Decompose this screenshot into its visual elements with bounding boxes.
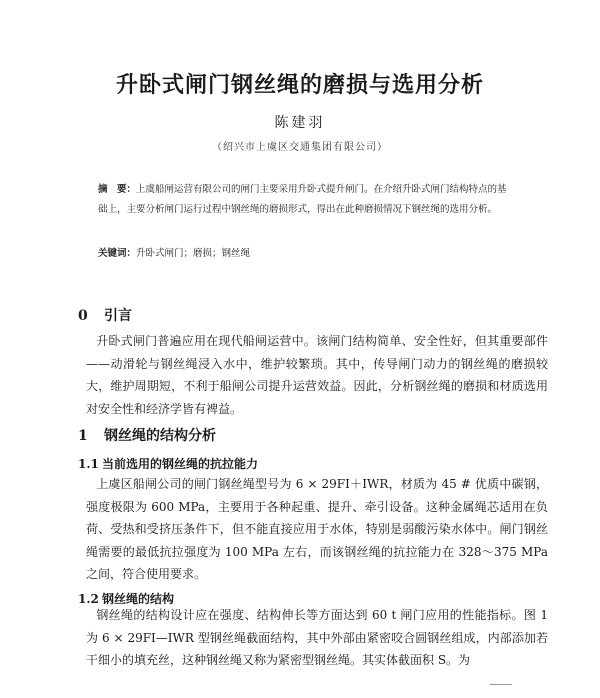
keywords-block bbox=[98, 245, 516, 259]
tensile-paragraph bbox=[86, 473, 548, 586]
abstract-block bbox=[98, 180, 516, 220]
intro-paragraph bbox=[86, 330, 548, 420]
subsection-title: 当前选用的钢丝绳的抗拉能力 bbox=[102, 457, 259, 471]
tensile-text: 上虞区船闸公司的闸门钢丝绳型号为 6 × 29FI＋IWR，材质为 45 # 优质中碳钢，强度极限为 600 MPa，主要用于各种起重、提升、牵引设备。这种金属绳芯适用在负荷、受热和受挤压条件下，但不能直接应用于水体，特别是弱酸污染水体中。闸门钢丝绳需要的最低抗拉强度为 100 MPa 左右，而该钢丝绳的抗拉能力在 328～375 MPa 之间，符合使用要求。 bbox=[86, 477, 548, 581]
keywords-label: 关键词： bbox=[98, 248, 137, 259]
abstract-text: 上虞船闸运营有限公司的闸门主要采用升卧式提升闸门。在介绍升卧式闸门结构特点的基础上，主要分析闸门运行过程中钢丝绳的磨损形式，得出在此种磨损情况下钢丝绳的选用分析。 bbox=[98, 184, 507, 215]
intro-text: 升卧式闸门普遍应用在现代船闸运营中。该闸门结构简单、安全性好，但其重要部件——动滑轮与钢丝绳浸入水中，维护较繁琐。其中，传导闸门动力的钢丝绳的磨损较大，维护周期短，不利于船闸公司提升运营效益。因此，分析钢丝绳的磨损和材质选用对安全性和经济学皆有裨益。 bbox=[86, 334, 548, 416]
keywords-text: 升卧式闸门；磨损；钢丝绳 bbox=[136, 248, 251, 259]
author-name: 陈建羽 bbox=[274, 115, 326, 131]
subsection-heading-1-1 bbox=[78, 455, 258, 472]
section-heading-0 bbox=[78, 305, 132, 325]
paper-title: 升卧式闸门钢丝绳的磨损与选用分析 bbox=[115, 72, 484, 98]
section-title: 引言 bbox=[104, 308, 132, 324]
structure-paragraph bbox=[86, 604, 548, 672]
subsection-number: 1.1 bbox=[78, 457, 99, 471]
subsection-number: 1.2 bbox=[78, 592, 99, 606]
section-number: 0 bbox=[78, 308, 88, 324]
subsection-title: 钢丝绳的结构 bbox=[102, 592, 175, 606]
scan-artifact bbox=[490, 684, 512, 693]
abstract-label: 摘 要： bbox=[98, 184, 137, 195]
structure-text: 钢丝绳的结构设计应在强度、结构伸长等方面达到 60 t 闸门应用的性能指标。图 1 为 6 × 29FI—IWR 型钢丝绳截面结构，其中外部由紧密咬合圆钢丝组成，内部添加若干细小的填充丝，这种钢丝绳又称为紧密型钢丝绳。其实体截面积 S。为 bbox=[86, 608, 548, 667]
author-affiliation: （绍兴市上虞区交通集团有限公司） bbox=[212, 142, 388, 153]
section-heading-1 bbox=[78, 425, 216, 445]
section-number: 1 bbox=[78, 428, 88, 444]
section-title: 钢丝绳的结构分析 bbox=[104, 428, 216, 444]
